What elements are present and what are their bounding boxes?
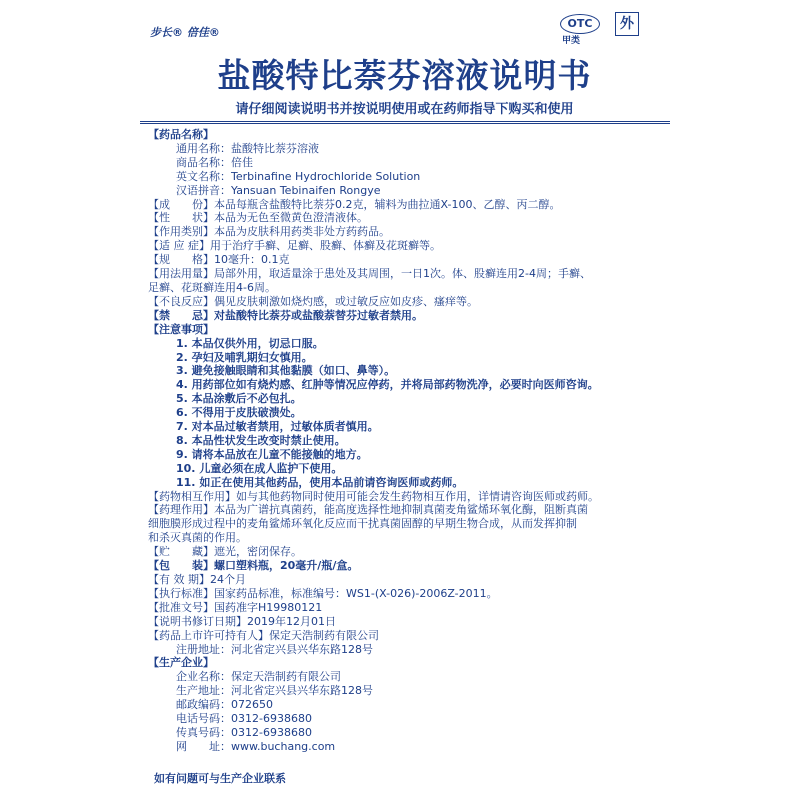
divider-line: [140, 121, 670, 122]
english-name: 英文名称：Terbinafine Hydrochloride Solution: [176, 169, 421, 183]
precaution-item: 5. 本品涂敷后不必包扎。: [176, 392, 302, 406]
section-drug-name: 【药品名称】: [148, 128, 214, 141]
precaution-item: 3. 避免接触眼睛和其他黏膜（如口、鼻等）。: [176, 364, 396, 378]
section-approval-number: 【批准文号】国药准字H19980121: [148, 600, 323, 614]
section-precautions: 【注意事项】: [148, 322, 214, 336]
company-name: 企业名称：保定天浩制药有限公司: [176, 670, 341, 684]
section-dosage-cont: 足癣、花斑癣连用4-6周。: [148, 280, 276, 294]
precaution-item: 11. 如正在使用其他药品，使用本品前请咨询医师或药师。: [176, 475, 464, 489]
otc-class-label: 甲类: [562, 36, 581, 46]
section-specification: 【规 格】10毫升：0.1克: [148, 253, 290, 267]
section-revision-date: 【说明书修订日期】2019年12月01日: [148, 614, 336, 628]
precaution-item: 1. 本品仅供外用，切忌口服。: [176, 336, 324, 350]
instruction-body: [148, 128, 678, 754]
pinyin-name: 汉语拼音：Yansuan Tebinaifen Rongye: [176, 183, 381, 197]
section-contraindications: 【禁 忌】对盐酸特比萘芬或盐酸萘替芬过敏者禁用。: [148, 308, 423, 322]
section-pharmacology: 【药理作用】本品为广谱抗真菌药，能高度选择性地抑制真菌麦角鲨烯环氧化酶，阻断真菌: [148, 503, 588, 517]
section-license-holder: 【药品上市许可持有人】保定天浩制药有限公司: [148, 628, 379, 642]
section-dosage: 【用法用量】局部外用，取适量涂于患处及其周围，一日1次。体、股癣连用2-4周；手癣、: [148, 267, 591, 281]
section-storage: 【贮 藏】遮光，密闭保存。: [148, 545, 302, 559]
website: 网 址：www.buchang.com: [176, 739, 336, 753]
contact-note: 如有问题可与生产企业联系: [154, 772, 286, 785]
precaution-item: 2. 孕妇及哺乳期妇女慎用。: [176, 350, 313, 364]
precaution-item: 7. 对本品过敏者禁用，过敏体质者慎用。: [176, 420, 379, 434]
section-pharmacology-cont: 细胞膜形成过程中的麦角鲨烯环氧化反应而干扰真菌固醇的早期生物合成，从而发挥抑制: [148, 517, 577, 531]
precaution-item: 9. 请将本品放在儿童不能接触的地方。: [176, 447, 368, 461]
document-title: 盐酸特比萘芬溶液说明书: [217, 56, 592, 95]
phone-number: 电话号码：0312-6938680: [176, 712, 312, 726]
divider-line: [140, 123, 670, 124]
precaution-item: 6. 不得用于皮肤破溃处。: [176, 406, 302, 420]
section-appearance: 【性 状】本品为无色至微黄色澄清液体。: [148, 211, 368, 225]
section-manufacturer: 【生产企业】: [148, 656, 214, 670]
section-category: 【作用类别】本品为皮肤科用药类非处方药药品。: [148, 225, 390, 239]
external-use-mark: 外: [615, 12, 639, 36]
section-indications: 【适 应 症】用于治疗手癣、足癣、股癣、体癣及花斑癣等。: [148, 239, 441, 253]
instruction-sheet: [122, 0, 687, 800]
precaution-item: 8. 本品性状发生改变时禁止使用。: [176, 433, 346, 447]
section-standard: 【执行标准】国家药品标准，标准编号：WS1-(X-026)-2006Z-2011。: [148, 586, 498, 600]
section-package: 【包 装】螺口塑料瓶，20毫升/瓶/盒。: [148, 559, 359, 573]
postal-code: 邮政编码：072650: [176, 698, 273, 712]
otc-badge: OTC: [560, 14, 600, 34]
document-subtitle: 请仔细阅读说明书并按说明使用或在药师指导下购买和使用: [235, 102, 574, 117]
generic-name: 通用名称：盐酸特比萘芬溶液: [176, 141, 319, 155]
precaution-item: 4. 用药部位如有烧灼感、红肿等情况应停药，并将局部药物洗净，必要时向医师咨询。: [176, 378, 599, 392]
section-interactions: 【药物相互作用】如与其他药物同时使用可能会发生药物相互作用，详情请咨询医师或药师。: [148, 489, 599, 503]
section-adverse-reactions: 【不良反应】偶见皮肤刺激如烧灼感，或过敏反应如皮疹、瘙痒等。: [148, 294, 478, 308]
section-pharmacology-cont: 和杀灭真菌的作用。: [148, 531, 247, 545]
precaution-item: 10. 儿童必须在成人监护下使用。: [176, 461, 343, 475]
section-shelf-life: 【有 效 期】24个月: [148, 573, 246, 586]
brand-logo: 步长® 倍佳®: [150, 26, 220, 39]
production-address: 生产地址：河北省定兴县兴华东路128号: [176, 684, 373, 698]
registered-address: 注册地址：河北省定兴县兴华东路128号: [176, 642, 373, 656]
trade-name: 商品名称：倍佳: [176, 155, 253, 169]
section-ingredients: 【成 份】本品每瓶含盐酸特比萘芬0.2克，辅料为曲拉通X-100、乙醇、丙二醇。: [148, 197, 561, 211]
fax-number: 传真号码：0312-6938680: [176, 725, 312, 739]
